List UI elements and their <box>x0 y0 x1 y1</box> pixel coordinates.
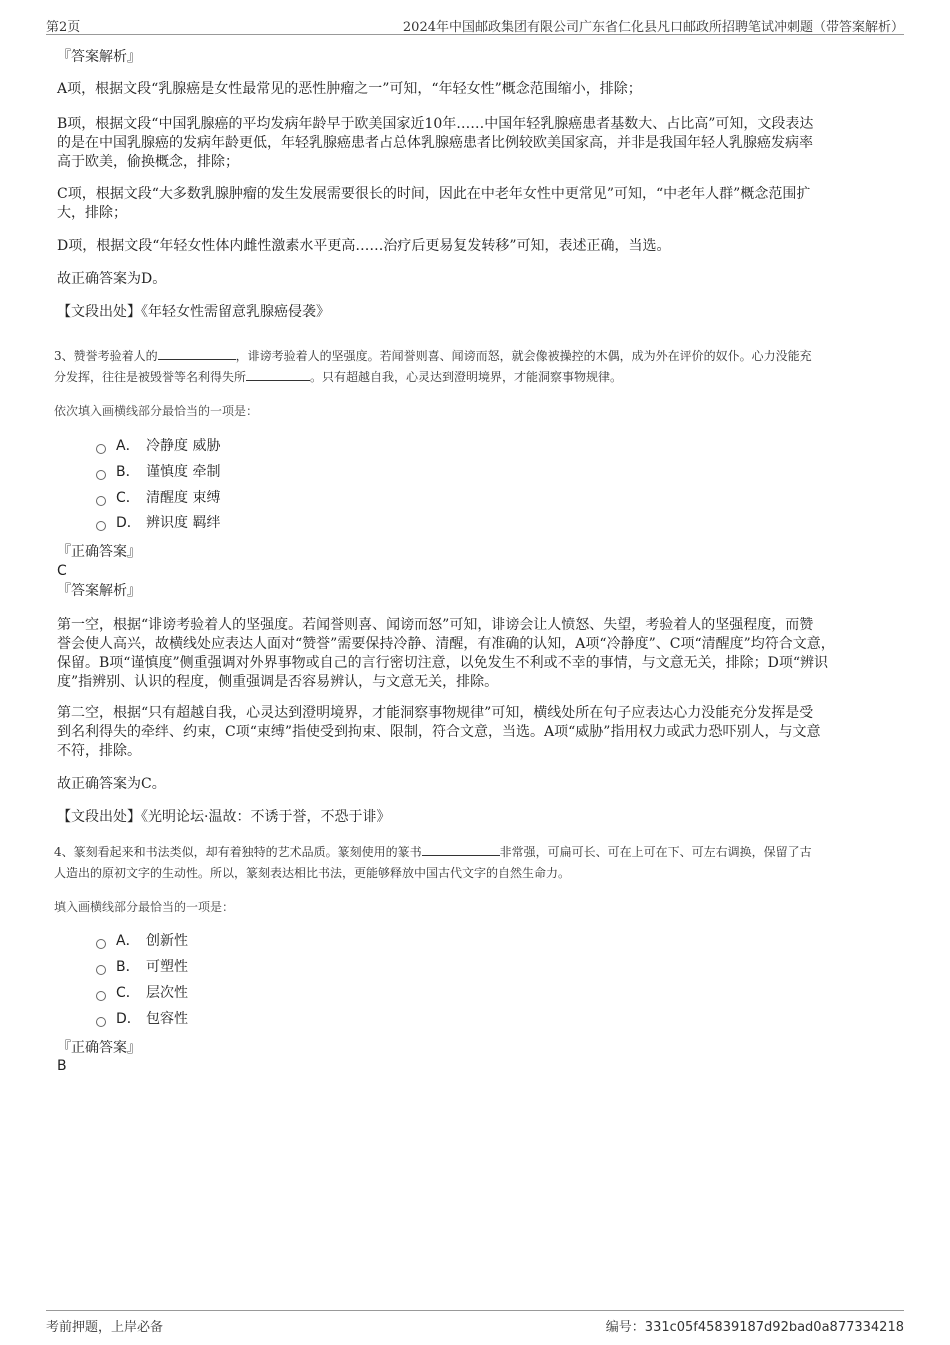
q2-analysis-label: 『答案解析』 <box>57 49 141 65</box>
q2-source: 【文段出处】《年轻女性需留意乳腺癌侵袭》 <box>57 304 330 320</box>
footer-slogan: 考前押题，上岸必备 <box>46 1320 164 1335</box>
radio-icon[interactable] <box>96 444 106 454</box>
q3-stem: 3、赞誉考验着人的 ，诽谤考验着人的坚强度。若闻誉则喜、闻谤而怒，就会像被操控的木偶，成为外在评价的奴仆。心力没能充 分发挥，往往是被毁誉等名利得失所 。只有超越自我，心灵达到澄明境界，才能洞察事物规律。 <box>54 349 812 384</box>
q3-source: 【文段出处】《光明论坛·温故：不诱于誉，不恐于诽》 <box>57 809 391 825</box>
q4-answer: B <box>57 1058 67 1074</box>
q3-blank-1 <box>158 347 236 360</box>
page-number: 第2页 <box>46 20 81 35</box>
q4-stem: 4、篆刻看起来和书法类似，却有着独特的艺术品质。篆刻使用的篆书 非常强，可扁可长、可在上可在下、可左右调换，保留了古 人造出的原初文字的生动性。所以，篆刻表达相比书法，更能够释放中国古代文字的自然生命力。 <box>54 845 812 880</box>
q3-analysis-p2: 第二空，根据“只有超越自我，心灵达到澄明境界，才能洞察事物规律”可知，横线处所在句子应表达心力没能充分发挥是受 到名利得失的牵绊、约束，C项“束缚”指使受到拘束、限制，符合文意，当选。A项“威胁”指用权力或武力恐吓别人，与文意 不符，排除。 <box>57 705 821 759</box>
q2-analysis-a: A项，根据文段“乳腺癌是女性最常见的恶性肿瘤之一”可知，“年轻女性”概念范围缩小，排除； <box>57 81 642 97</box>
q2-analysis-b: B项，根据文段“中国乳腺癌的平均发病年龄早于欧美国家近10年……中国年轻乳腺癌患者基数大、占比高”可知，文段表达 的是在中国乳腺癌的发病年龄更低，年轻乳腺癌患者占总体乳腺癌患者比例较欧美国家高，并非是我国年轻人乳腺癌发病率 高于欧美，偷换概念，排除； <box>57 116 814 170</box>
q3-answer-label: 『正确答案』 <box>57 544 141 560</box>
q3-instruction: 依次填入画横线部分最恰当的一项是： <box>54 404 259 418</box>
radio-icon[interactable] <box>96 521 106 531</box>
q3-conclusion: 故正确答案为C。 <box>57 776 166 792</box>
q2-analysis-d: D项，根据文段“年轻女性体内雌性激素水平更高……治疗后更易复发转移”可知，表述正确，当选。 <box>57 238 671 254</box>
q2-analysis-c: C项，根据文段“大多数乳腺肿瘤的发生发展需要很长的时间，因此在中老年女性中更常见”可知，“中老年人群”概念范围扩 大，排除； <box>57 186 811 221</box>
radio-icon[interactable] <box>96 965 106 975</box>
q4-option-c[interactable]: C． 层次性 <box>96 983 188 1003</box>
q3-option-b[interactable]: B． 谨慎度 牵制 <box>96 462 220 482</box>
q3-analysis-p1: 第一空，根据“诽谤考验着人的坚强度。若闻誉则喜、闻谤而怒”可知，诽谤会让人愤怒、失望，考验着人的坚强程度，而赞 誉会使人高兴，故横线处应表达人面对“赞誉”需要保持冷静、清醒，有准确的认知，A项“冷静度”、C项“清醒度”均符合文意， 保留。B项“谨慎度”侧重强调对外界事物或自己的言行密切注意，以免发生不利或不幸的事情，与文意无关，排除；D项“辨识 度”指辨别、认识的程度，侧重强调是否容易辨认，与文意无关，排除。 <box>57 617 835 690</box>
q3-blank-2 <box>246 368 310 381</box>
radio-icon[interactable] <box>96 470 106 480</box>
q4-option-a[interactable]: A． 创新性 <box>96 931 188 951</box>
radio-icon[interactable] <box>96 991 106 1001</box>
radio-icon[interactable] <box>96 496 106 506</box>
page-header <box>46 14 904 35</box>
q3-option-c[interactable]: C． 清醒度 束缚 <box>96 488 220 508</box>
page-footer <box>46 1310 904 1335</box>
radio-icon[interactable] <box>96 939 106 949</box>
q4-instruction: 填入画横线部分最恰当的一项是： <box>54 900 235 914</box>
document-title: 2024年中国邮政集团有限公司广东省仁化县凡口邮政所招聘笔试冲刺题（带答案解析） <box>402 20 904 35</box>
q3-option-a[interactable]: A． 冷静度 威胁 <box>96 436 220 456</box>
q3-analysis-label: 『答案解析』 <box>57 583 141 599</box>
q4-option-b[interactable]: B． 可塑性 <box>96 957 188 977</box>
q2-conclusion: 故正确答案为D。 <box>57 271 167 287</box>
radio-icon[interactable] <box>96 1017 106 1027</box>
q3-answer: C <box>57 563 67 579</box>
q3-option-d[interactable]: D． 辨识度 羁绊 <box>96 513 220 533</box>
q4-blank <box>422 843 500 856</box>
footer-serial: 编号：331c05f45839187d92bad0a877334218 <box>605 1320 904 1335</box>
q4-option-d[interactable]: D． 包容性 <box>96 1009 188 1029</box>
q4-answer-label: 『正确答案』 <box>57 1040 141 1056</box>
